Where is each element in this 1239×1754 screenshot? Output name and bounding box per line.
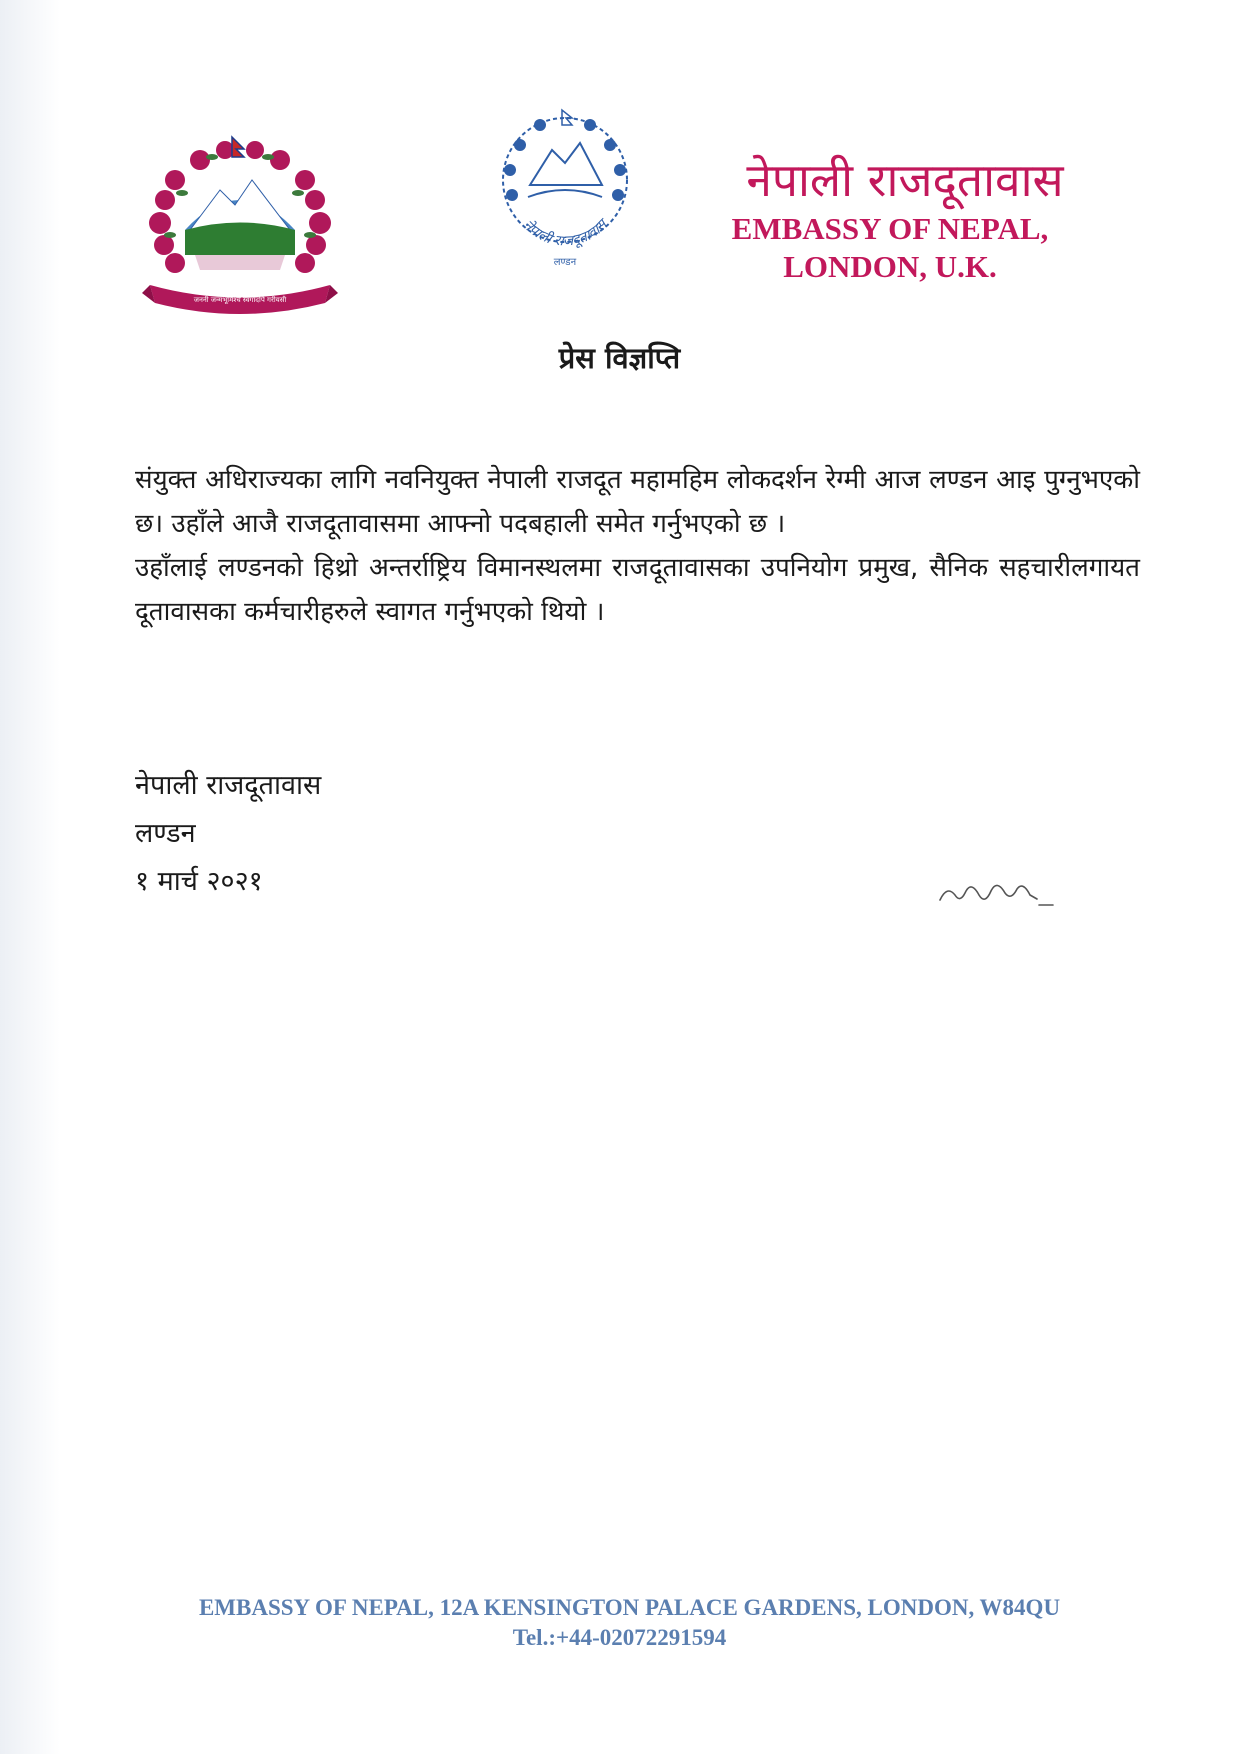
embassy-name-nepali: नेपाली राजदूतावास <box>746 153 1064 207</box>
embassy-name-english-line1: EMBASSY OF NEPAL, <box>731 211 1049 246</box>
letterhead <box>690 150 1090 286</box>
sign-off-block <box>135 762 321 906</box>
footer <box>0 1593 1239 1653</box>
document-body <box>135 458 1140 634</box>
document-title: प्रेस विज्ञप्ति <box>558 341 681 375</box>
seal-arc-text: नेपाली राजदूतावास <box>519 217 611 250</box>
national-emblem-icon <box>140 135 340 315</box>
seal-bottom-text: लण्डन <box>553 257 577 268</box>
sign-off-date: १ मार्च २०२१ <box>135 866 263 897</box>
svg-text:नेपाली राजदूतावास <box>520 215 613 250</box>
body-paragraph-2: उहाँलाई लण्डनको हिथ्रो अन्तर्राष्ट्रिय विमानस्थलमा राजदूतावासका उपनियोग प्रमुख, सैनिक सहचारीलगायत दूतावासका कर्मचारीहरुले स्वागत गर्नुभएको थियो । <box>135 553 1140 627</box>
scan-edge-shadow <box>0 0 60 1754</box>
embassy-name-english-line2: LONDON, U.K. <box>783 249 997 284</box>
footer-telephone: Tel.:+44-02072291594 <box>512 1625 727 1650</box>
emblem-ribbon-text: जननी जन्मभूमिश्च स्वर्गादपि गरीयसी <box>193 296 287 304</box>
sign-off-organization: नेपाली राजदूतावास <box>135 770 322 801</box>
footer-address: EMBASSY OF NEPAL, 12A KENSINGTON PALACE GARDENS, LONDON, W84QU <box>198 1595 1061 1620</box>
body-paragraph-1: संयुक्त अधिराज्यका लागि नवनियुक्त नेपाली राजदूत महामहिम लोकदर्शन रेग्मी आज लण्डन आइ पुग्नुभएको छ। उहाँले आजै राजदूतावासमा आफ्नो पदबहाली समेत गर्नुभएको छ । <box>135 465 1140 539</box>
sign-off-city: लण्डन <box>135 818 196 849</box>
embassy-seal-icon <box>490 105 640 280</box>
handwritten-signature-icon <box>935 865 1065 915</box>
